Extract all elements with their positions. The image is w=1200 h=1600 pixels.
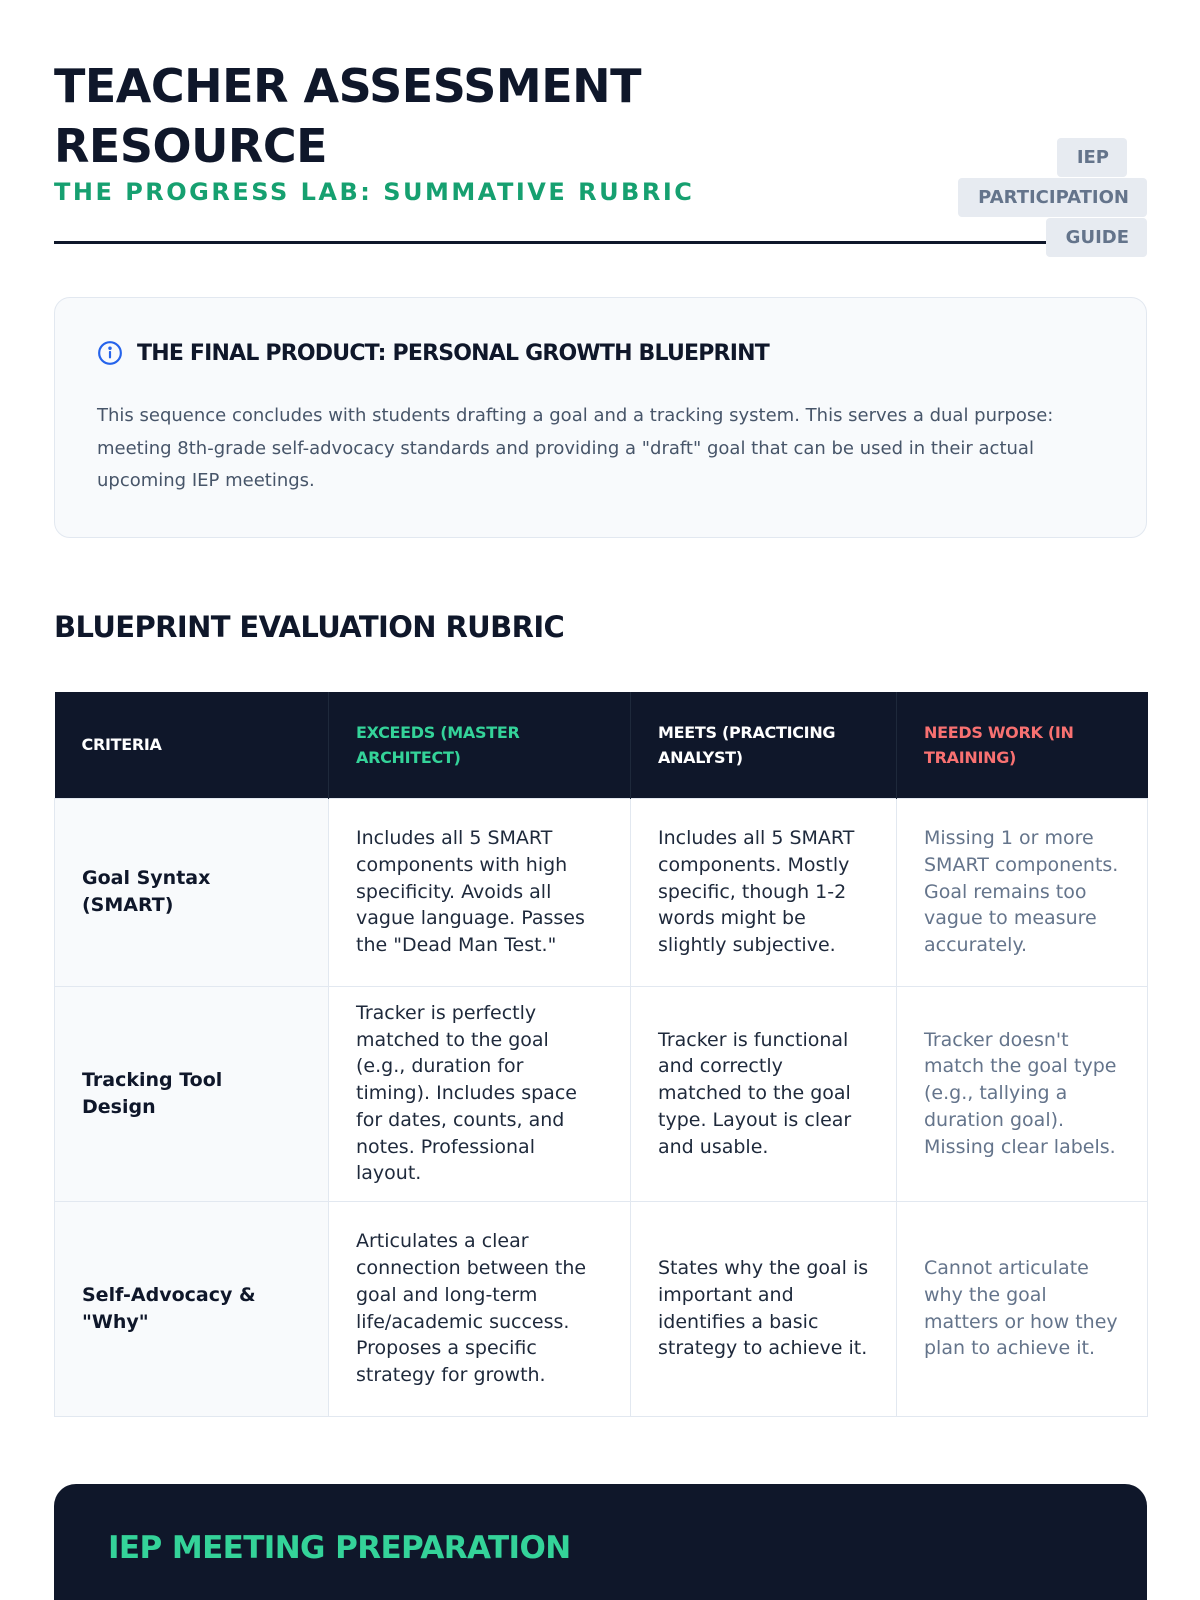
header-exceeds: EXCEEDS (MASTER ARCHITECT) [329, 692, 631, 798]
iep-prep-section [54, 1484, 1147, 1600]
iep-prep-title: IEP MEETING PREPARATION [108, 1530, 571, 1566]
criteria-cell: Tracking Tool Design [55, 986, 329, 1201]
rubric-section-title: BLUEPRINT EVALUATION RUBRIC [54, 610, 565, 644]
info-card-header [97, 340, 769, 366]
header-meets: MEETS (PRACTICING ANALYST) [631, 692, 897, 798]
page-header [54, 52, 1147, 248]
info-card-body: This sequence concludes with students drafting a goal and a tracking system. This serves a dual purpose: meeting 8th-grade self-advocacy standards and providing a "draft" goal that can be used in their actual upcoming IEP meetings. [97, 405, 1054, 491]
guide-badge-line2: GUIDE [1046, 218, 1147, 257]
criteria-cell: Goal Syntax (SMART) [55, 798, 329, 986]
page-title: TEACHER ASSESSMENT RESOURCE [54, 59, 642, 173]
info-card [54, 297, 1147, 538]
rubric-header-row [55, 692, 1148, 798]
meets-cell: Tracker is functional and correctly matched to the goal type. Layout is clear and usable. [631, 986, 897, 1201]
exceeds-cell: Tracker is perfectly matched to the goal (e.g., duration for timing). Includes space for dates, counts, and notes. Professional layout. [329, 986, 631, 1201]
exceeds-cell: Includes all 5 SMART components with high specificity. Avoids all vague language. Passes the "Dead Man Test." [329, 798, 631, 986]
table-row [55, 798, 1148, 986]
rubric-table [54, 692, 1148, 1417]
info-card-title: THE FINAL PRODUCT: PERSONAL GROWTH BLUEPRINT [137, 340, 769, 366]
guide-badge-line1: IEP PARTICIPATION [958, 138, 1147, 217]
needs-work-cell: Tracker doesn't match the goal type (e.g., tallying a duration goal). Missing clear labels. [897, 986, 1148, 1201]
needs-work-cell: Missing 1 or more SMART components. Goal remains too vague to measure accurately. [897, 798, 1148, 986]
exceeds-cell: Articulates a clear connection between the goal and long-term life/academic success. Proposes a specific strategy for growth. [329, 1201, 631, 1416]
needs-work-cell: Cannot articulate why the goal matters or how they plan to achieve it. [897, 1201, 1148, 1416]
page-subtitle: THE PROGRESS LAB: SUMMATIVE RUBRIC [54, 178, 695, 206]
meets-cell: Includes all 5 SMART components. Mostly specific, though 1-2 words might be slightly subjective. [631, 798, 897, 986]
guide-badge [937, 138, 1147, 258]
table-row [55, 1201, 1148, 1416]
header-criteria: CRITERIA [55, 692, 329, 798]
criteria-cell: Self-Advocacy & "Why" [55, 1201, 329, 1416]
table-row [55, 986, 1148, 1201]
meets-cell: States why the goal is important and identifies a basic strategy to achieve it. [631, 1201, 897, 1416]
info-circle-icon [97, 340, 123, 366]
header-needs-work: NEEDS WORK (IN TRAINING) [897, 692, 1148, 798]
